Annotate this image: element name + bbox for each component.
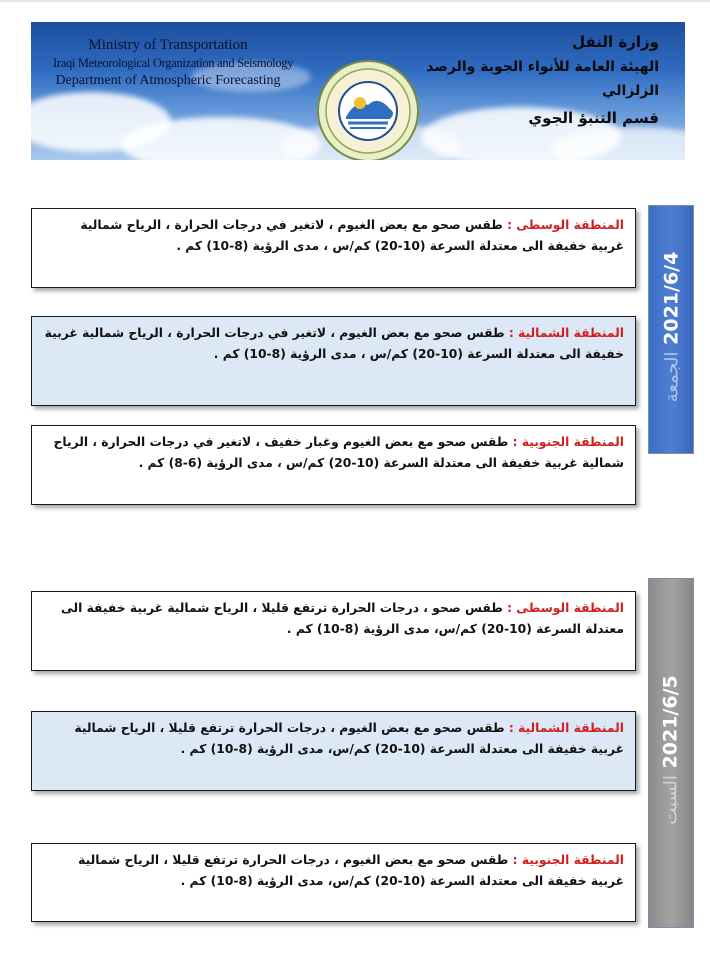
department-name-ar: قسم التنبؤ الجوي [528, 109, 659, 127]
day-name: الجمعة [661, 350, 682, 402]
report-day2-north [31, 711, 636, 791]
ministry-name-ar: وزارة النقل [572, 33, 659, 51]
day-name: السبت [661, 775, 683, 825]
report-text: طقس صحو مع بعض الغيوم وغبار خفيف ، لاتغير في درجات الحرارة ، الرياح شمالية غربية خفيفة الى معتدلة السرعة (10-20) كم/س ، مدى الرؤية (6-8) كم . [53, 435, 624, 470]
report-text: طقس صحو مع بعض الغيوم ، درجات الحرارة ترتفع قليلا ، الرياح شمالية غربية خفيفة الى معتدلة السرعة (10-20) كم/س، مدى الرؤية (8-10) كم . [78, 853, 624, 888]
report-text: طقس صحو مع بعض الغيوم ، لاتغير في درجات الحرارة ، الرياح شمالية غربية خفيفة الى معتدلة السرعة (10-20) كم/س ، مدى الرؤية (8-10) كم . [80, 218, 624, 253]
department-name-en: Department of Atmospheric Forecasting [55, 73, 281, 88]
header-english-text [53, 36, 294, 90]
day-label-saturday [660, 675, 682, 830]
region-label: المنطقة الوسطى : [507, 218, 624, 232]
region-label: المنطقة الوسطى : [507, 601, 624, 615]
day-bar-saturday [648, 578, 694, 928]
report-day1-south [31, 425, 636, 505]
region-label: المنطقة الشمالية : [508, 326, 624, 340]
page-top-edge [0, 0, 710, 2]
region-label: المنطقة الجنوبية : [512, 853, 624, 867]
organization-name-en: Iraqi Meteorological Organization and Seismology [53, 56, 294, 70]
day-label-friday [660, 251, 682, 408]
organization-name-ar: الهيئة العامة للأنواء الجوية والرصد الزلزالي [426, 59, 659, 99]
header-banner [31, 22, 685, 160]
report-text: طقس صحو مع بعض الغيوم ، درجات الحرارة ترتفع قليلا ، الرياح شمالية غربية خفيفة الى معتدلة السرعة (10-20) كم/س، مدى الرؤية (8-10) كم . [74, 721, 624, 756]
report-day2-central [31, 591, 636, 671]
day-date: 2021/6/5 [660, 675, 683, 769]
report-day1-central [31, 208, 636, 288]
ministry-name-en: Ministry of Transportation [88, 37, 248, 53]
report-day2-south [31, 843, 636, 922]
header-arabic-text [419, 30, 659, 131]
weather-organization-logo-icon [316, 59, 420, 160]
region-label: المنطقة الجنوبية : [512, 435, 624, 449]
report-day1-north [31, 316, 636, 406]
report-text: طقس صحو مع بعض الغيوم ، لاتغير في درجات الحرارة ، الرياح شمالية غربية خفيفة الى معتدلة السرعة (10-20) كم/س ، مدى الرؤية (8-10) كم . [44, 326, 624, 361]
region-label: المنطقة الشمالية : [508, 721, 624, 735]
day-bar-friday [648, 205, 694, 454]
day-date: 2021/6/4 [660, 251, 682, 345]
report-text: طقس صحو ، درجات الحرارة ترتفع قليلا ، الرياح شمالية غربية خفيفة الى معتدلة السرعة (10-20) كم/س، مدى الرؤية (8-10) كم . [61, 601, 624, 636]
